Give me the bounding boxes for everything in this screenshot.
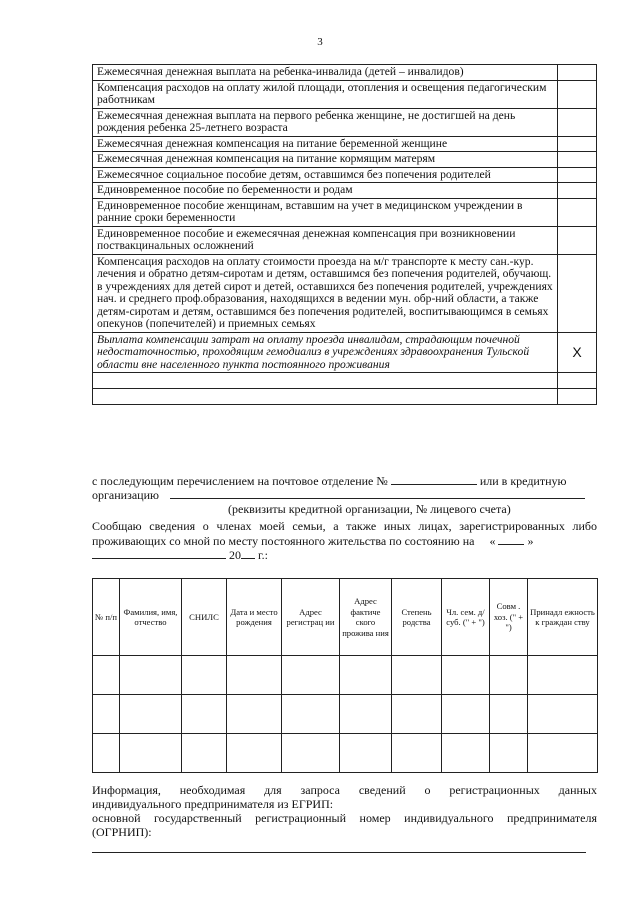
family-cell[interactable] <box>120 656 182 695</box>
family-intro-line-2 <box>92 534 597 548</box>
date-line <box>92 548 268 562</box>
benefit-row <box>93 108 597 136</box>
family-cell[interactable] <box>442 695 490 734</box>
family-members-table <box>92 578 598 773</box>
family-cell[interactable] <box>120 695 182 734</box>
quote-close: » <box>527 534 534 548</box>
benefit-label: Ежемесячная денежная выплата на первого ребенка женщине, не достигшей на день рождения ребенка 25-летнего возраста <box>93 108 558 136</box>
family-column-header: Чл. сем. д/суб. (" + ") <box>442 579 490 656</box>
egrip-line-1: Информация, необходимая для запроса сведений о регистрационных данных <box>92 783 597 797</box>
family-column-header: № п/п <box>93 579 120 656</box>
benefit-label: Ежемесячное социальное пособие детям, оставшимся без попечения родителей <box>93 167 558 183</box>
organization-line <box>92 488 597 502</box>
family-cell[interactable] <box>490 656 528 695</box>
benefit-checkbox[interactable] <box>558 183 597 199</box>
date-day-field[interactable] <box>498 534 524 545</box>
family-cell[interactable] <box>442 656 490 695</box>
family-column-header: Адрес фактиче ского прожива ния <box>340 579 392 656</box>
organization-caption: (реквизиты кредитной организации, № лицевого счета) <box>228 502 511 516</box>
benefit-row <box>93 80 597 108</box>
postal-line <box>92 474 597 488</box>
family-cell[interactable] <box>282 656 340 695</box>
benefit-label <box>93 373 558 389</box>
date-month-field[interactable] <box>92 548 226 559</box>
benefit-checkbox[interactable] <box>558 167 597 183</box>
benefit-checkbox[interactable] <box>558 108 597 136</box>
benefit-checkbox[interactable]: X <box>558 332 597 373</box>
family-cell[interactable] <box>340 656 392 695</box>
benefit-label: Ежемесячная денежная выплата на ребенка-инвалида (детей – инвалидов) <box>93 65 558 81</box>
family-column-header: Принадл ежность к граждан ству <box>528 579 598 656</box>
postal-text-1: с последующим перечислением на почтовое отделение № <box>92 474 388 488</box>
benefit-row <box>93 183 597 199</box>
family-row <box>93 734 598 773</box>
benefit-checkbox[interactable] <box>558 226 597 254</box>
benefit-checkbox[interactable] <box>558 373 597 389</box>
benefit-row <box>93 389 597 405</box>
family-cell[interactable] <box>182 656 227 695</box>
egrip-line-4: (ОГРНИП): <box>92 825 152 839</box>
postal-office-number-field[interactable] <box>391 474 477 485</box>
egrip-line-3: основной государственный регистрационный номер индивидуального предпринимателя <box>92 811 597 825</box>
family-cell[interactable] <box>182 734 227 773</box>
benefit-checkbox[interactable] <box>558 65 597 81</box>
family-cell[interactable] <box>93 656 120 695</box>
family-cell[interactable] <box>392 656 442 695</box>
family-cell[interactable] <box>392 695 442 734</box>
family-cell[interactable] <box>528 656 598 695</box>
benefit-label: Единовременное пособие женщинам, вставшим на учет в медицинском учреждении в ранние сроки беременности <box>93 198 558 226</box>
credit-organization-field[interactable] <box>170 488 585 499</box>
benefit-checkbox[interactable] <box>558 152 597 168</box>
benefit-label: Ежемесячная денежная компенсация на питание беременной женщине <box>93 136 558 152</box>
benefit-label: Единовременное пособие по беременности и родам <box>93 183 558 199</box>
benefit-row <box>93 254 597 332</box>
ogrnip-field[interactable] <box>92 852 586 853</box>
organization-label: организацию <box>92 488 159 502</box>
benefit-label: Компенсация расходов на оплату стоимости проезда на м/г транспорте к месту сан.-кур. лечения и обратно детям-сиротам и детям, оставшимся без попечения родителей, обучающ. в учреждениях для детей сирот и детей, оставшихся без попечения родителей, учреждениях нач. и среднего проф.образования, находящихся в ведении мун. обр-ний области, а также детям-сиротам и детям, оставшимся без попечения родителей, воспитывающимся в семьях опекунов (попечителей) и приемных семьях <box>93 254 558 332</box>
family-column-header: Фамилия, имя, отчество <box>120 579 182 656</box>
postal-text-2: или в кредитную <box>479 474 567 488</box>
benefit-checkbox[interactable] <box>558 136 597 152</box>
family-column-header: СНИЛС <box>182 579 227 656</box>
benefit-label: Компенсация расходов на оплату жилой площади, отопления и освещения педагогическим работникам <box>93 80 558 108</box>
family-cell[interactable] <box>227 656 282 695</box>
egrip-line-2: индивидуального предпринимателя из ЕГРИП: <box>92 797 334 811</box>
benefit-row <box>93 152 597 168</box>
family-row <box>93 656 598 695</box>
benefit-row <box>93 167 597 183</box>
page-number: 3 <box>317 36 323 48</box>
benefits-table <box>92 64 597 405</box>
family-cell[interactable] <box>340 695 392 734</box>
family-cell[interactable] <box>490 695 528 734</box>
benefit-label: Единовременное пособие и ежемесячная денежная компенсация при возникновении поствакцинальных осложнений <box>93 226 558 254</box>
benefit-checkbox[interactable] <box>558 198 597 226</box>
family-cell[interactable] <box>392 734 442 773</box>
benefit-label <box>93 389 558 405</box>
benefit-row <box>93 373 597 389</box>
family-column-header: Степень родства <box>392 579 442 656</box>
date-year-field[interactable] <box>241 548 255 559</box>
family-cell[interactable] <box>93 695 120 734</box>
family-cell[interactable] <box>120 734 182 773</box>
benefit-checkbox[interactable] <box>558 254 597 332</box>
year-prefix: 20 <box>229 548 241 562</box>
family-cell[interactable] <box>528 734 598 773</box>
family-intro-line-1: Сообщаю сведения о членах моей семьи, а также иных лицах, зарегистрированных либо <box>92 519 597 533</box>
family-intro-text-2: проживающих со мной по месту постоянного жительства по состоянию на <box>92 534 475 548</box>
family-column-header: Совм . хоз. (" + ") <box>490 579 528 656</box>
family-cell[interactable] <box>227 695 282 734</box>
benefit-row <box>93 65 597 81</box>
year-suffix: г.: <box>258 548 268 562</box>
family-cell[interactable] <box>282 695 340 734</box>
family-cell[interactable] <box>490 734 528 773</box>
benefit-label: Ежемесячная денежная компенсация на питание кормящим матерям <box>93 152 558 168</box>
family-cell[interactable] <box>442 734 490 773</box>
family-cell[interactable] <box>93 734 120 773</box>
benefit-row <box>93 226 597 254</box>
family-column-header: Адрес регистрац ии <box>282 579 340 656</box>
benefit-checkbox[interactable] <box>558 80 597 108</box>
family-cell[interactable] <box>182 695 227 734</box>
family-cell[interactable] <box>340 734 392 773</box>
family-cell[interactable] <box>227 734 282 773</box>
family-cell[interactable] <box>282 734 340 773</box>
quote-open: « <box>489 534 496 548</box>
benefit-row <box>93 198 597 226</box>
benefit-checkbox[interactable] <box>558 389 597 405</box>
benefit-label: Выплата компенсации затрат на оплату проезда инвалидам, страдающим почечной недостаточностью, проходящим гемодиализ в учреждениях здравоохранения Тульской области вне населенного пункта постоянного проживания <box>93 332 558 373</box>
benefit-row <box>93 136 597 152</box>
family-cell[interactable] <box>528 695 598 734</box>
family-column-header: Дата и место рождения <box>227 579 282 656</box>
benefit-row <box>93 332 597 373</box>
family-row <box>93 695 598 734</box>
